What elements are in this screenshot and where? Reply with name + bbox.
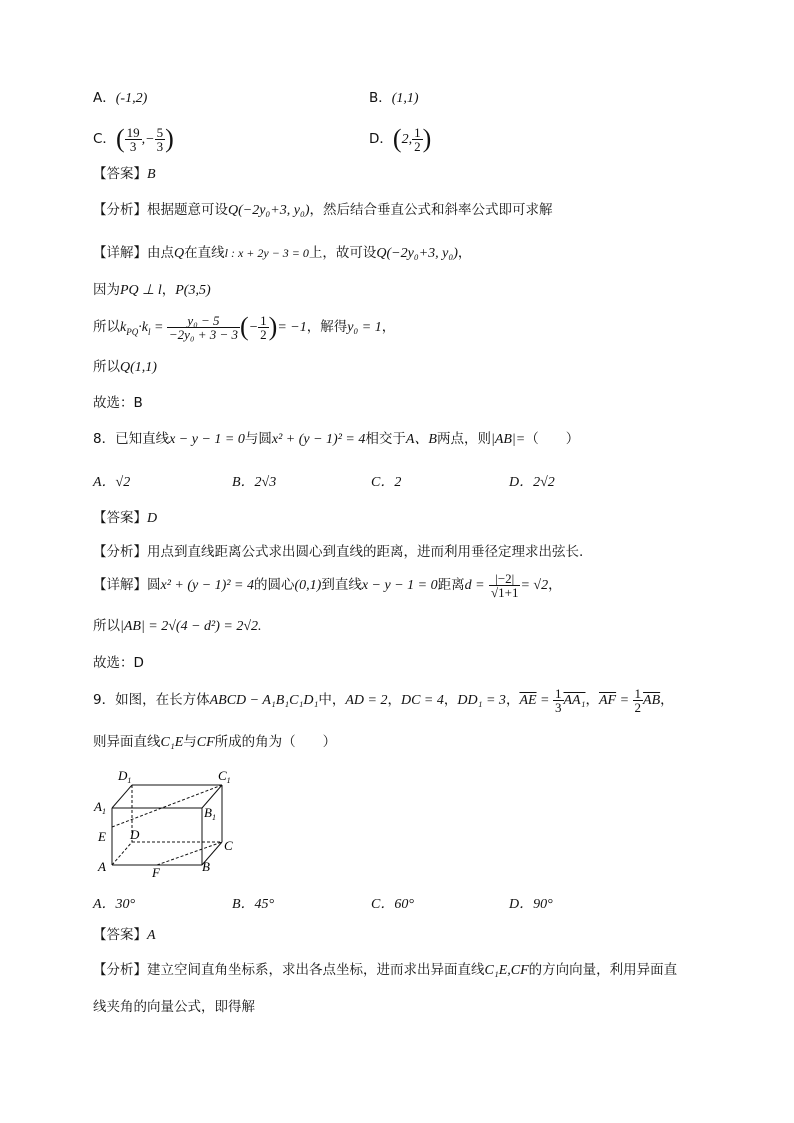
q9-option-d: D．90° — [509, 897, 553, 912]
q8-detail: 【详解】圆x² + (y − 1)² = 4的圆心(0,1)到直线x − y − 1 = 0距离d = $\frac{|-2|}{√1+1}$ = √2， — [93, 570, 562, 600]
q8-stem: 8．已知直线x − y − 1 = 0与圆x² + (y − 1)² = 4相交于A、B两点，则|AB|=（ ） — [93, 431, 580, 447]
option-value: (1,1) — [391, 91, 419, 106]
answer-value: B — [147, 167, 156, 182]
label-a1: $A_1$ — [94, 799, 106, 816]
q9-stem: 9．如图，在长方体ABCD − A₁B₁C₁D₁中，AD = 2，DC = 4，DD₁ = 3，$\overline{AE}$ = $\frac{1}{3}$ AA₁，$\overline{AF}$ = $\frac{1}{2}$ $\overline{AB}$， — [93, 685, 674, 715]
q9-stem-line2: 则异面直线C₁E与CF所成的角为（ ） — [93, 734, 337, 750]
option-label: A． — [93, 90, 116, 106]
label-a: A — [98, 859, 106, 874]
option-label: B． — [369, 90, 392, 106]
q7-choose: 故选：B — [93, 395, 143, 411]
label-f: F — [152, 865, 160, 880]
q7-detail: 【详解】由点Q在直线l : x + 2y − 3 = 0上，故可设Q(−2y₀+3, y₀)， — [93, 245, 472, 261]
edge-a1-d1 — [112, 785, 132, 808]
label-c: C — [224, 838, 233, 853]
label-d1: $D_1$ — [118, 768, 132, 785]
q7-so-equation: 所以$k_{PQ}\cdot k_l$ = $\frac{\text{y₀ − 5}}{\text{−2y₀ + 3 − 3}}$ (− $\frac{1}{2}$ )= −1，解得y₀ = 1， — [93, 312, 396, 342]
option-label: C． — [93, 131, 116, 147]
cuboid-figure — [90, 765, 250, 880]
q7-so-q: 所以Q(1,1) — [93, 359, 157, 375]
q8-option-d: D．2√2 — [509, 475, 555, 490]
q8-option-b: B．2√3 — [232, 475, 277, 490]
q7-because: 因为PQ ⊥ l，P(3,5) — [93, 282, 211, 298]
q7-option-d: D．(2, $\frac{1}{2}$ ) — [369, 124, 432, 154]
q9-option-a: A．30° — [93, 897, 136, 912]
answer-tag: 【答案】 — [93, 166, 147, 182]
q8-option-c: C．2 — [371, 475, 402, 490]
option-value: (-1,2) — [115, 91, 148, 106]
q8-analysis: 【分析】用点到直线距离公式求出圆心到直线的距离，进而利用垂径定理求出弦长. — [93, 544, 584, 560]
label-b1: $B_1$ — [204, 805, 216, 822]
edge-a-d — [112, 842, 132, 865]
q7-option-a — [93, 88, 147, 109]
q7-analysis: 【分析】根据题意可设Q(−2y₀+3, y₀)，然后结合垂直公式和斜率公式即可求解 — [93, 202, 553, 218]
option-label: D． — [369, 131, 393, 147]
q7-answer — [93, 164, 156, 185]
q9-option-b: B．45° — [232, 897, 275, 912]
label-d: D — [130, 827, 140, 842]
q8-choose: 故选：D — [93, 655, 144, 671]
label-e: E — [98, 829, 106, 844]
q8-option-a: A．√2 — [93, 475, 131, 490]
q9-option-c: C．60° — [371, 897, 414, 912]
label-b: B — [202, 859, 210, 874]
q8-so: 所以|AB| = 2√(4 − d²) = 2√2. — [93, 618, 262, 634]
q7-option-c: C．( $\frac{19}{3}$ ,− $\frac{5}{3}$ ) — [93, 124, 174, 154]
q9-analysis-line2: 线夹角的向量公式，即得解 — [93, 999, 255, 1015]
q7-option-b — [369, 88, 419, 109]
q9-analysis: 【分析】建立空间直角坐标系，求出各点坐标，进而求出异面直线C₁E,CF的方向向量，利用异面直 — [93, 962, 678, 978]
q8-answer: 【答案】D — [93, 510, 158, 526]
label-c1: $C_1$ — [218, 768, 231, 785]
q9-answer: 【答案】A — [93, 927, 156, 943]
